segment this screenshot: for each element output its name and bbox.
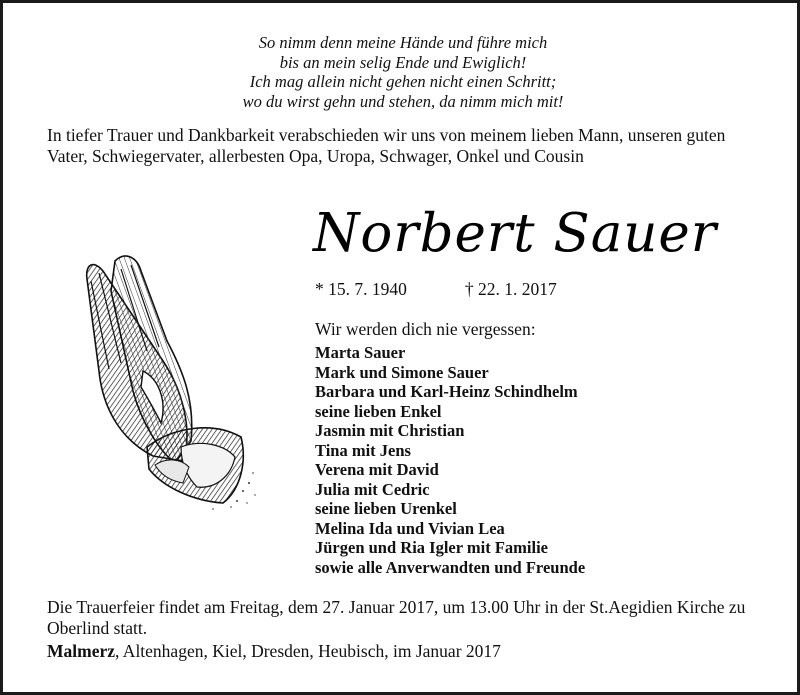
intro-text: In tiefer Trauer und Dankbarkeit verabschieden wir uns von meinem lieben Mann, unseren guten Vater, Schwiegervater, allerbesten Opa, Uropa, Schwager, Onkel und Cousin [47, 125, 726, 166]
deceased-name: Norbert Sauer [313, 203, 718, 264]
mourner: Melina Ida und Vivian Lea [315, 518, 505, 538]
closing-line [47, 641, 501, 662]
poem-line: Ich mag allein nicht gehen nicht einen Schritt; [249, 72, 557, 91]
mourner: Jasmin mit Christian [315, 421, 465, 440]
mourner: Verena mit David [315, 460, 439, 479]
service-info: Die Trauerfeier findet am Freitag, dem 27. Januar 2017, um 13.00 Uhr in der St.Aegidien Kirche zu Oberlind statt. [47, 597, 746, 638]
poem-line: wo du wirst gehn und stehen, da nimm mich mit! [242, 91, 564, 111]
mourner: Tina mit Jens [315, 440, 411, 460]
life-dates [315, 279, 557, 300]
mourner: seine lieben Urenkel [315, 499, 457, 518]
praying-hands-icon [63, 251, 263, 511]
poem-line: So nimm denn meine Hände und führe mich [258, 33, 548, 52]
mourner: seine lieben Enkel [315, 401, 442, 421]
mourner: Jürgen und Ria Igler mit Familie [315, 538, 548, 557]
mourner: Barbara und Karl-Heinz Schindhelm [315, 382, 578, 401]
mourners-list [315, 343, 585, 577]
closing-rest: , Altenhagen, Kiel, Dresden, Heubisch, im Januar 2017 [115, 641, 501, 661]
poem [3, 33, 800, 111]
closing-place: Malmerz [47, 641, 116, 661]
mourner: Marta Sauer [315, 343, 406, 362]
farewell-line: Wir werden dich nie vergessen: [315, 319, 536, 339]
poem-line: bis an mein selig Ende und Ewiglich! [279, 52, 527, 72]
mourner: Mark und Simone Sauer [315, 362, 489, 382]
mourner: sowie alle Anverwandten und Freunde [315, 557, 586, 577]
birth-date: * 15. 7. 1940 [315, 279, 407, 299]
mourner: Julia mit Cedric [315, 479, 430, 499]
death-date: † 22. 1. 2017 [464, 279, 557, 299]
